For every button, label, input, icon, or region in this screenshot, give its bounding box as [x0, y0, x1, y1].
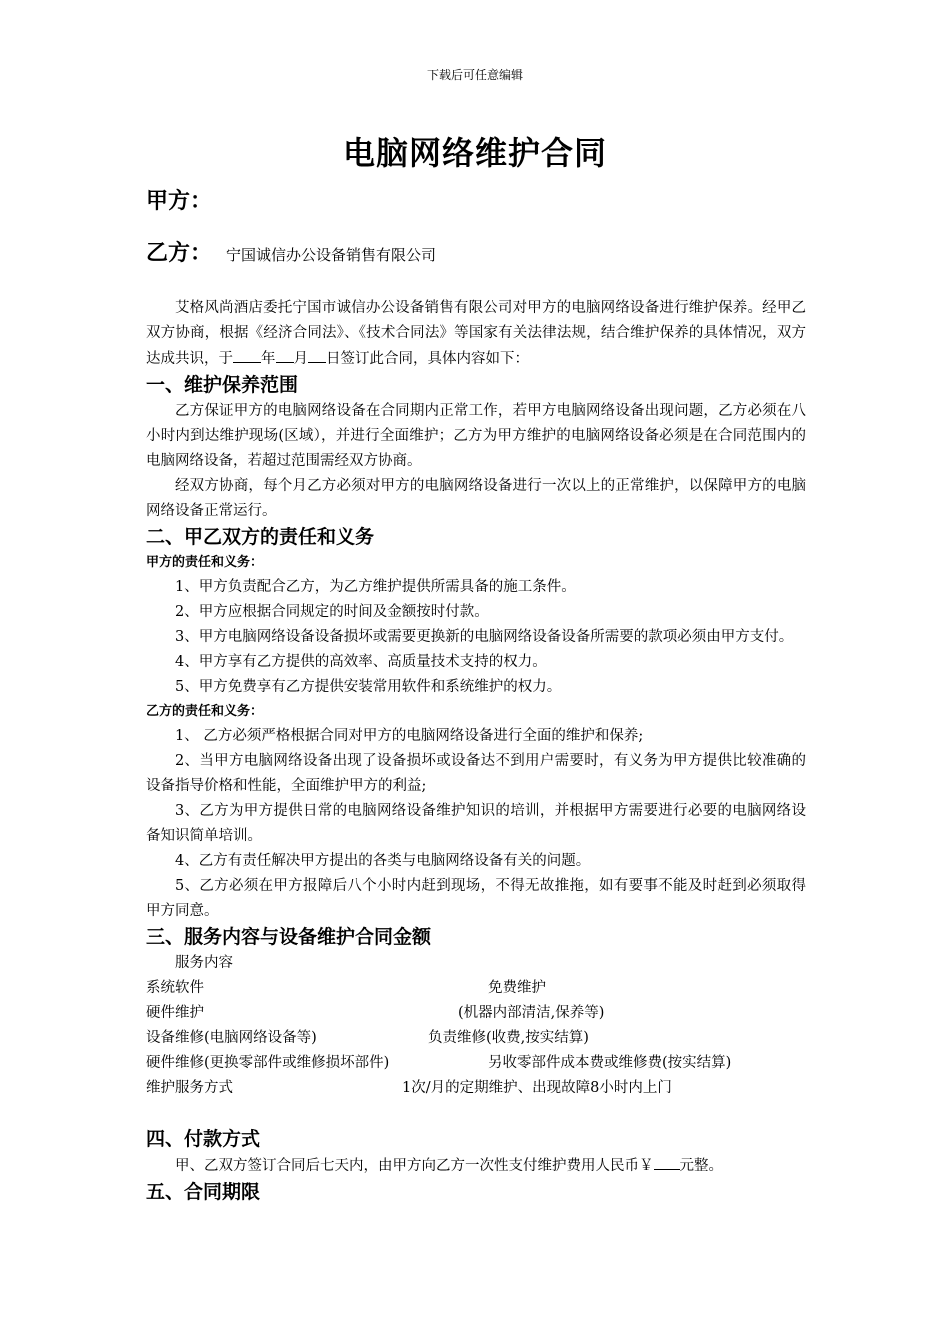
- day-blank-year: [233, 346, 261, 363]
- service-item: 硬件维修(更换零部件或维修损坏部件): [146, 1055, 390, 1071]
- service-row: [146, 1051, 806, 1076]
- party-b-duty-item: 2、当甲方电脑网络设备出现了设备损坏或设备达不到用户需要时，有义务为甲方提供比较准确的设备指导价格和性能，全面维护甲方的利益;: [146, 753, 806, 794]
- section-4-title: 四、付款方式: [146, 1128, 261, 1150]
- service-detail: 另收零部件成本费或维修费(按实结算): [488, 1055, 732, 1071]
- service-row: [146, 976, 806, 1001]
- service-detail: 免费维护: [488, 980, 546, 996]
- party-b-label: 乙方：: [146, 241, 213, 266]
- service-content-subtitle: 服务内容: [175, 955, 233, 971]
- amount-blank: [654, 1153, 680, 1170]
- spacer: [146, 1101, 806, 1126]
- service-detail: 负责维修(收费,按实结算): [428, 1030, 589, 1046]
- party-b-duty-item: 3、乙方为甲方提供日常的电脑网络设备维护知识的培训，并根据甲方需要进行必要的电脑网络设备知识简单培训。: [146, 803, 806, 844]
- section-1-title: 一、维护保养范围: [146, 374, 299, 396]
- intro-paragraph: [146, 296, 806, 372]
- intro-month: 月: [293, 351, 308, 367]
- intro-text-2: 日签订此合同，具体内容如下：: [326, 351, 529, 367]
- party-a-duty-item: 5、甲方免费享有乙方提供安装常用软件和系统维护的权力。: [175, 679, 562, 695]
- party-a-duty-item: 4、甲方享有乙方提供的高效率、高质量技术支持的权力。: [175, 654, 547, 670]
- party-b-duties-title: 乙方的责任和义务：: [146, 704, 264, 719]
- day-blank-month: [276, 346, 294, 363]
- section-1-paragraph-2: 经双方协商，每个月乙方必须对甲方的电脑网络设备进行一次以上的正常维护，以保障甲方的电脑网络设备正常运行。: [146, 478, 806, 519]
- party-a-duties-title: 甲方的责任和义务：: [146, 555, 264, 570]
- service-row: [146, 1076, 806, 1101]
- payment-text-1: 甲、乙双方签订合同后七天内，由甲方向乙方一次性支付维护费用人民币￥: [175, 1158, 654, 1174]
- intro-text-1: 艾格风尚酒店委托宁国市诚信办公设备销售有限公司对甲方的电脑网络设备进行维护保养。经甲乙双方协商，根据《经济合同法》、《技术合同法》等国家有关法律法规，结合维护保养的具体情况，双方达成共识，于: [146, 300, 806, 367]
- payment-paragraph: [146, 1153, 806, 1179]
- party-b: [146, 236, 436, 267]
- day-blank-day: [308, 346, 326, 363]
- payment-text-2: 元整。: [679, 1158, 723, 1174]
- party-a: [146, 184, 226, 215]
- document-title: 电脑网络维护合同: [342, 134, 607, 172]
- service-detail: 1次/月的定期维护、出现故障8小时内上门: [402, 1080, 672, 1096]
- service-row: [146, 1026, 806, 1051]
- party-a-duty-item: 3、甲方电脑网络设备设备损坏或需要更换新的电脑网络设备设备所需要的款项必须由甲方支付。: [175, 629, 794, 645]
- service-item: 硬件维护: [146, 1005, 204, 1021]
- service-item: 维护服务方式: [146, 1080, 233, 1096]
- service-item: 设备维修(电脑网络设备等): [146, 1030, 317, 1046]
- party-b-duty-item: 1、 乙方必须严格根据合同对甲方的电脑网络设备进行全面的维护和保养;: [175, 728, 644, 744]
- party-a-duty-item: 1、甲方负责配合乙方，为乙方维护提供所需具备的施工条件。: [175, 579, 576, 595]
- party-a-duty-item: 2、甲方应根据合同规定的时间及金额按时付款。: [175, 604, 489, 620]
- party-b-value: 宁国诚信办公设备销售有限公司: [226, 246, 437, 264]
- header-note: 下载后可任意编辑: [426, 68, 523, 82]
- section-5-title: 五、合同期限: [146, 1181, 261, 1203]
- party-b-duty-item: 4、乙方有责任解决甲方提出的各类与电脑网络设备有关的问题。: [175, 853, 591, 869]
- section-1-paragraph-1: 乙方保证甲方的电脑网络设备在合同期内正常工作，若甲方电脑网络设备出现问题，乙方必须在八小时内到达维护现场(区域），并进行全面维护；乙方为甲方维护的电脑网络设备必须是在合同范围内的电脑网络设备，若超过范围需经双方协商。: [146, 403, 806, 469]
- party-a-label: 甲方：: [146, 189, 213, 214]
- service-item: 系统软件: [146, 980, 204, 996]
- section-3-title: 三、服务内容与设备维护合同金额: [146, 926, 432, 948]
- party-b-duty-item: 5、乙方必须在甲方报障后八个小时内赶到现场，不得无故推拖，如有要事不能及时赶到必须取得甲方同意。: [146, 878, 806, 919]
- contract-body: [146, 296, 806, 1206]
- service-detail: (机器内部清洁,保养等): [458, 1005, 605, 1021]
- intro-year: 年: [261, 351, 276, 367]
- service-row: [146, 1001, 806, 1026]
- section-2-title: 二、甲乙双方的责任和义务: [146, 526, 375, 548]
